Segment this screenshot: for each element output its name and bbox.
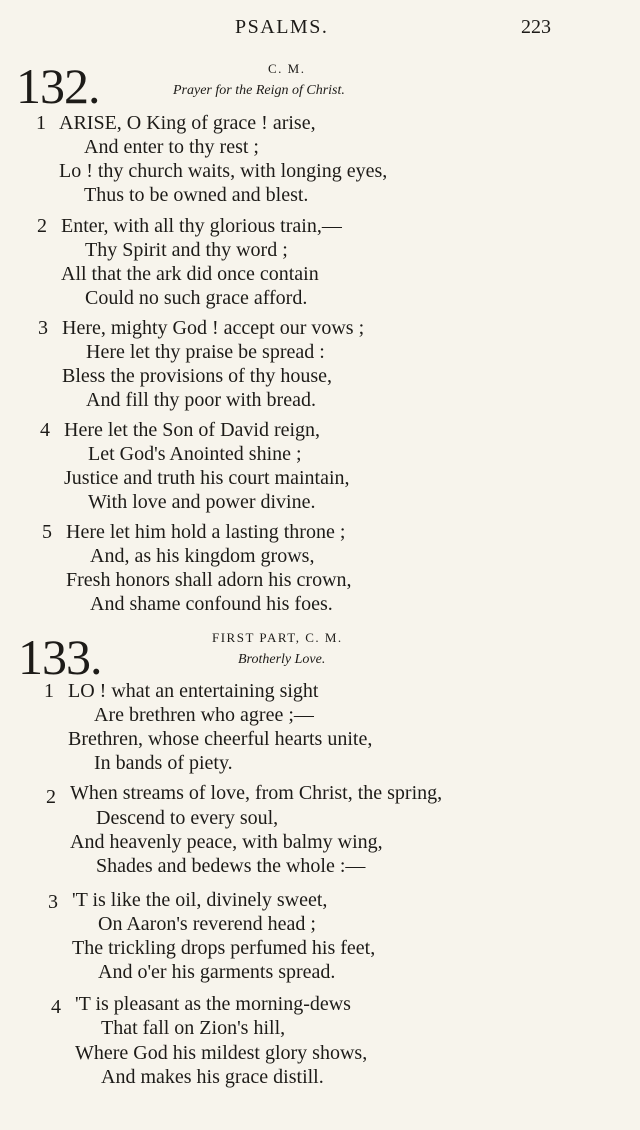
hymn-line: Thus to be owned and blest.: [84, 184, 309, 206]
hymn-line: Are brethren who agree ;—: [94, 704, 314, 726]
stanza-number: 4: [40, 419, 50, 441]
hymn-line: On Aaron's reverend head ;: [98, 913, 316, 935]
page-number: 223: [521, 16, 551, 38]
hymn-line: That fall on Zion's hill,: [101, 1017, 286, 1039]
hymn-line: And makes his grace distill.: [101, 1066, 324, 1088]
hymn-line: 'T is like the oil, divinely sweet,: [72, 889, 328, 911]
psalm-subtitle: Brotherly Love.: [238, 652, 326, 667]
running-title: PSALMS.: [235, 16, 329, 38]
hymn-line: Lo ! thy church waits, with longing eyes,: [59, 160, 388, 182]
stanza-number: 3: [48, 891, 58, 913]
stanza-number: 1: [36, 112, 46, 134]
hymn-line: And o'er his garments spread.: [98, 961, 336, 983]
hymn-line: When streams of love, from Christ, the spring,: [70, 782, 443, 804]
hymn-line: Enter, with all thy glorious train,—: [61, 215, 342, 237]
hymn-line: The trickling drops perfumed his feet,: [72, 937, 376, 959]
hymn-line: In bands of piety.: [94, 752, 233, 774]
psalm-meter: FIRST PART, C. M.: [212, 630, 343, 645]
hymn-line: Here let the Son of David reign,: [64, 419, 321, 441]
hymn-line: Where God his mildest glory shows,: [75, 1042, 368, 1064]
stanza-number: 2: [46, 786, 56, 808]
running-head: [0, 16, 640, 46]
hymn-line: LO ! what an entertaining sight: [68, 680, 319, 702]
hymn-line: Shades and bedews the whole :—: [96, 855, 366, 877]
hymn-line: Here let him hold a lasting throne ;: [66, 521, 346, 543]
psalm-number: 133.: [18, 629, 102, 685]
hymn-line: ARISE, O King of grace ! arise,: [59, 112, 316, 134]
hymn-line: 'T is pleasant as the morning-dews: [75, 993, 351, 1015]
psalm-meter: C. M.: [268, 61, 306, 76]
hymn-line: Here, mighty God ! accept our vows ;: [62, 317, 365, 339]
hymn-line: Could no such grace afford.: [85, 287, 308, 309]
hymn-line: With love and power divine.: [88, 491, 316, 513]
hymn-line: And enter to thy rest ;: [84, 136, 259, 158]
hymn-line: And shame confound his foes.: [90, 593, 333, 615]
hymn-line: Fresh honors shall adorn his crown,: [66, 569, 352, 591]
stanza-number: 3: [38, 317, 48, 339]
hymn-line: Here let thy praise be spread :: [86, 341, 325, 363]
hymn-line: Bless the provisions of thy house,: [62, 365, 332, 387]
hymn-line: All that the ark did once contain: [61, 263, 319, 285]
hymn-line: Let God's Anointed shine ;: [88, 443, 302, 465]
hymn-line: Justice and truth his court maintain,: [64, 467, 350, 489]
stanza-number: 2: [37, 215, 47, 237]
stanza-number: 5: [42, 521, 52, 543]
hymn-line: And fill thy poor with bread.: [86, 389, 316, 411]
psalm-number: 132.: [16, 58, 100, 114]
hymn-line: Descend to every soul,: [96, 807, 279, 829]
stanza-number: 4: [51, 996, 61, 1018]
stanza-number: 1: [44, 680, 54, 702]
hymn-line: Brethren, whose cheerful hearts unite,: [68, 728, 373, 750]
hymn-line: And, as his kingdom grows,: [90, 545, 315, 567]
hymn-line: And heavenly peace, with balmy wing,: [70, 831, 383, 853]
psalm-subtitle: Prayer for the Reign of Christ.: [173, 83, 345, 98]
hymn-line: Thy Spirit and thy word ;: [85, 239, 288, 261]
